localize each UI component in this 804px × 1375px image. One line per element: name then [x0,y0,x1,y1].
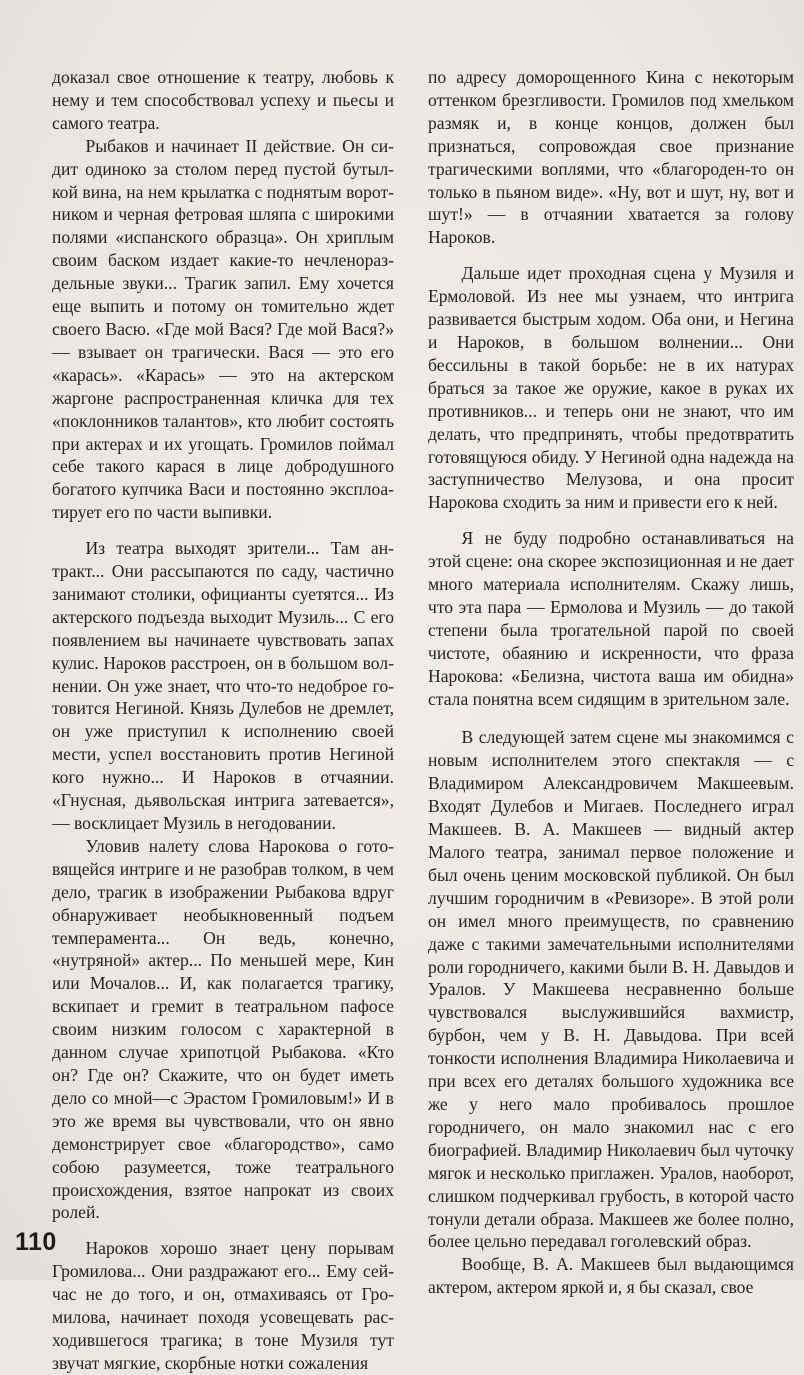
left-text-column [52,66,394,1375]
page-number: 110 [15,1228,57,1256]
paragraph: по адресу доморощенного Кина с некоторым оттенком брезгливости. Громилов под хмельком размяк и, в конце концов, должен был признаться, сопровождая свое признание трагическими воплями, что «благороден-то он только в пьяном виде». «Ну, вот и шут, ну, вот и шут!» — в отчаянии хватается за голову Нароков. [428,67,794,248]
paragraph: Вообще, В. А. Макшеев был выдающимся актером, актером яркой и, я бы сказал, свое [428,1254,794,1298]
paragraph: Дальше идет проходная сцена у Музиля и Ермоловой. Из нее мы узнаем, что интрига развивается быстрым ходом. Оба они, и Негина и Нароков, в большом волнении... Они бессильны в такой борьбе: не в их натурах браться за такое же оружие, какое в руках их противников... и теперь они не знают, что им делать, что предпринять, чтобы предотвратить готовящуюся обиду. У Негиной одна надежда на заступничество Мелузова, и она просит Нарокова сходить за ним и привести его к ней. [428,263,794,513]
paragraph: Нароков хорошо знает цену порывам Громилова... Они раздражают его... Ему сейчас не до того, и он, отмахиваясь от Громилова, начинает походя усовещевать расходившегося трагика; в тоне Музиля тут звучат мягкие, скорбные нотки сожаления [52,1238,394,1373]
right-text-column [428,66,794,1299]
paragraph: В следующей затем сцене мы знакомимся с новым исполнителем этого спектакля — с Владимиром Александровичем Макшеевым. Входят Дулебов и Мигаев. Последнего играл Макшеев. В. А. Макшеев — видный актер Малого театра, занимал первое положение и был очень ценим московской публикой. Он был лучшим городничим в «Ревизоре». В этой роли он имел много преимуществ, по сравнению даже с такими замечательными исполнителями роли городничего, какими были В. Н. Давыдов и Уралов. У Макшеева несравненно больше чувствовался выслужившийся вахмистр, бурбон, чем у В. Н. Давыдова. При всей тонкости исполнения Владимира Николаевича и при всех его деталях большого художника все же у него мало пробивалось прошлое городничего, он мало знакомил нас с его биографией. Владимир Николаевич был чуточку мягок и несколько приглажен. Уралов, наоборот, слишком подчеркивал грубость, в которой часто тонули детали образа. Макшеев же более полно, более цельно передавал гоголевский образ. [428,727,794,1252]
paragraph: доказал свое отношение к театру, любовь к нему и тем способствовал успеху и пьесы и самого театра. [52,67,394,133]
paragraph: Рыбаков и начинает II действие. Он сидит одиноко за столом перед пустой бутылкой вина, на нем крылатка с поднятым воротником и черная фетровая шляпа с широкими полями «испанского образца». Он хриплым своим баском издает какие-то нечленораздельные звуки... Трагик запил. Ему хочется еще выпить и потому он томительно ждет своего Васю. «Где мой Вася? Где мой Вася?» — взывает он трагически. Вася — это его «карась». «Карась» — это на актерском жаргоне распространенная кличка для тех «поклонников талантов», кто любит состоять при актерах и их угощать. Громилов поймал себе такого карася в лице добродушного богатого купчика Васи и постоянно эксплоатирует его по части выпивки. [52,135,394,523]
paragraph: Из театра выходят зрители... Там антракт... Они рассыпаются по саду, частично занимают столики, официанты суетятся... Из актерского подъезда выходит Музиль... С его появлением вы начинаете чувствовать запах кулис. Нароков расстроен, он в большом волнении. Он уже знает, что что-то недоброе готовится Негиной. Князь Дулебов не дремлет, он уже приступил к исполнению своей мести, успел восстановить против Негиной кого нужно... И Нароков в отчаянии. «Гнусная, дьявольская интрига затевается», — восклицает Музиль в негодовании. [52,538,394,833]
paragraph: Я не буду подробно останавливаться на этой сцене: она скорее экспозиционная и не дает много материала исполнителям. Скажу лишь, что эта пара — Ермолова и Музиль — до такой степени была трогательной парой по своей чистоте, обаянию и искренности, что фраза Нарокова: «Белизна, чистота ваша им обидна» стала понятна всем сидящим в зрительном зале. [428,528,794,709]
paragraph: Уловив налету слова Нарокова о готовящейся интриге и не разобрав толком, в чем дело, трагик в изображении Рыбакова вдруг обнаруживает необыкновенный подъем темперамента... Он ведь, конечно, «нутряной» актер... По меньшей мере, Кин или Мочалов... И, как полагается трагику, вскипает и гремит в театральном пафосе своим низким голосом с характерной в данном случае хрипотцой Рыбакова. «Кто он? Где он? Скажите, что он будет иметь дело со мной—с Эрастом Громиловым!» И в это же время вы чувствовали, что он явно демонстрирует свое «благородство», само собою разумеется, тоже театрального происхождения, взятое напрокат из своих ролей. [52,835,394,1223]
